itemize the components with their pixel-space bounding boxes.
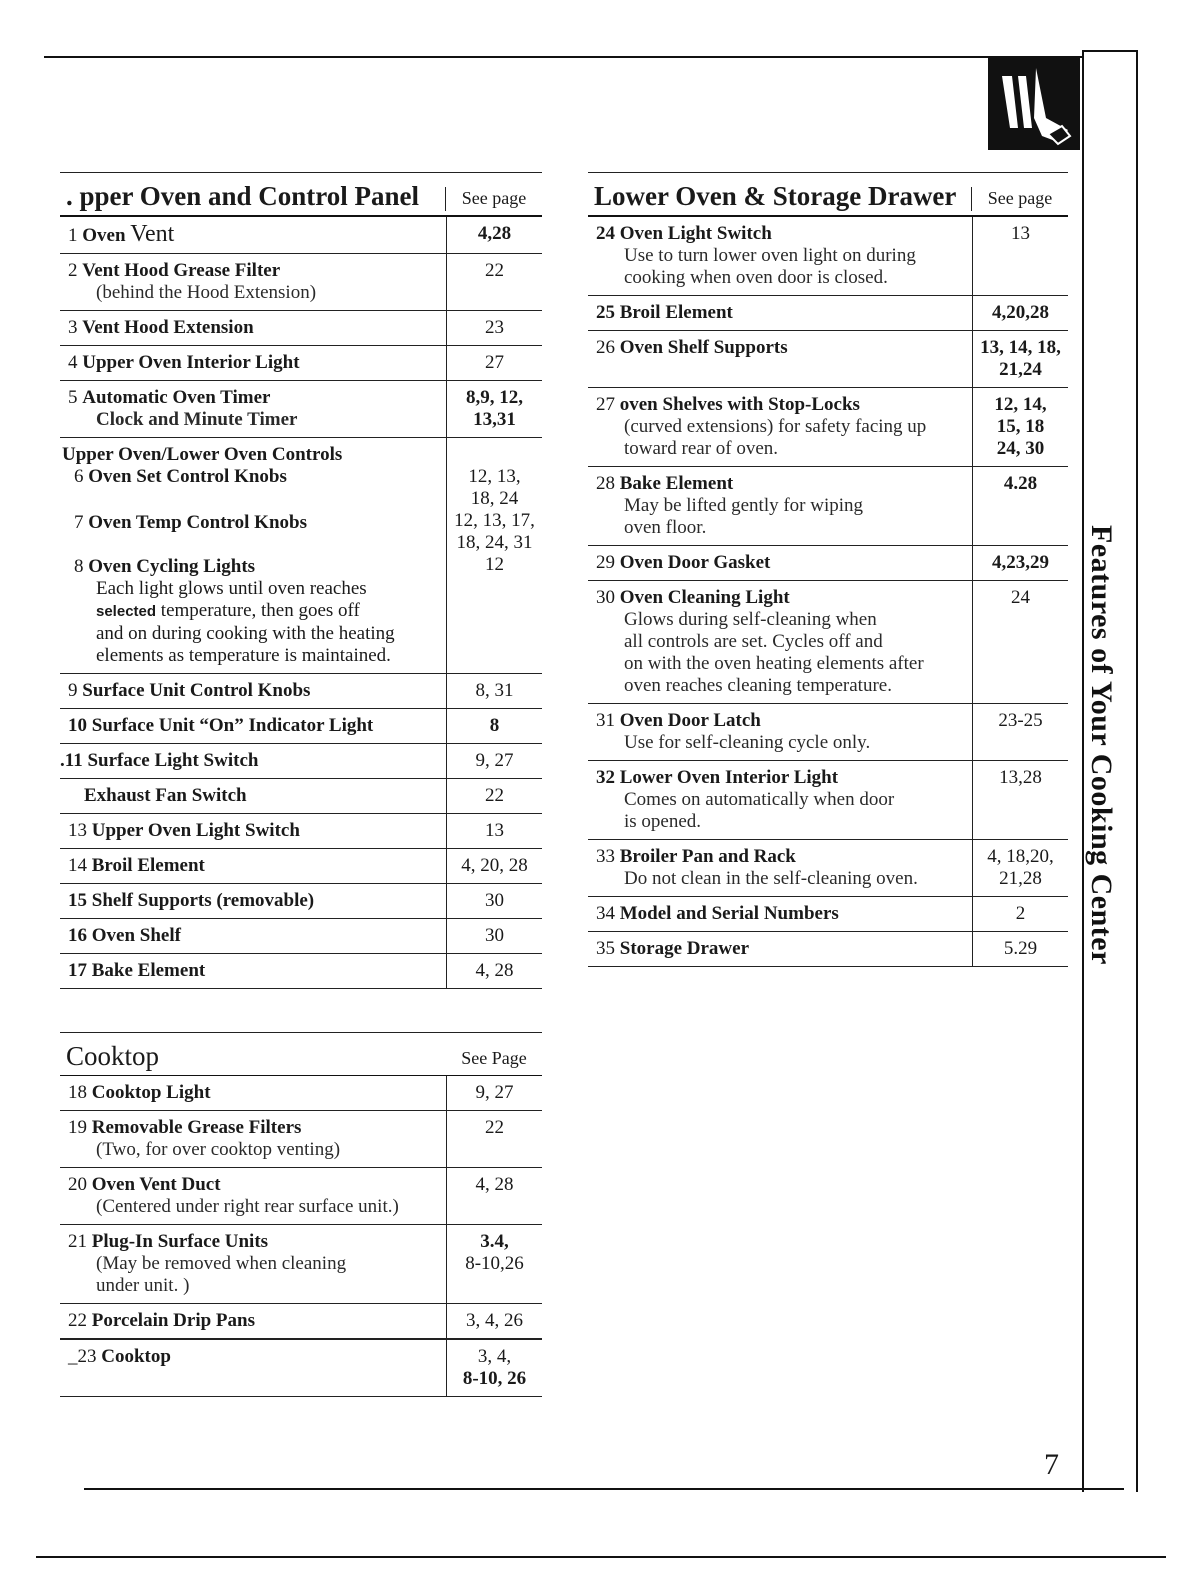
table-row: 2 Vent Hood Grease Filter (behind the Hood Extension) 22	[60, 254, 542, 311]
footer-rule	[84, 1488, 1124, 1490]
cooktop-header	[60, 1032, 542, 1076]
table-row: 35 Storage Drawer 5.29	[588, 932, 1068, 967]
table-row: .11 Surface Light Switch 9, 27	[60, 744, 542, 779]
table-row: 31 Oven Door Latch Use for self-cleaning cycle only. 23-25	[588, 704, 1068, 761]
table-row: 25 Broil Element 4,20,28	[588, 296, 1068, 331]
top-rule	[44, 56, 1084, 58]
lower-oven-header	[588, 172, 1068, 217]
controls-group: Upper Oven/Lower Oven Controls 6 Oven Set Control Knobs 7 Oven Temp Control Knobs 8 Oven Cycling Lights Each light glows until oven reaches selected temperature, then goes off and on during cooking with the heating elements as temperature is maintained. 12, 13, 18, 24 12, 13, 17, 18, 24, 31 12	[60, 438, 542, 674]
cooktop-title: Cooktop	[66, 1041, 160, 1071]
lower-oven-table	[588, 172, 1068, 967]
table-row: 5 Automatic Oven Timer Clock and Minute Timer 8,9, 12, 13,31	[60, 381, 542, 438]
bottom-rule	[36, 1556, 1166, 1558]
table-row: 27 oven Shelves with Stop-Locks (curved extensions) for safety facing up toward rear of oven. 12, 14, 15, 18 24, 30	[588, 388, 1068, 467]
lower-oven-title: Lower Oven & Storage Drawer	[594, 181, 957, 211]
side-title: Features of Your Cooking Center	[1085, 525, 1118, 965]
table-row: 10 Surface Unit “On” Indicator Light 8	[60, 709, 542, 744]
table-row: 19 Removable Grease Filters (Two, for over cooktop venting) 22	[60, 1111, 542, 1168]
page-number: 7	[1044, 1448, 1059, 1481]
table-row: 15 Shelf Supports (removable) 30	[60, 884, 542, 919]
table-row: 1 Oven Vent 4,28	[60, 217, 542, 254]
table-row: 20 Oven Vent Duct (Centered under right rear surface unit.) 4, 28	[60, 1168, 542, 1225]
table-row: 9 Surface Unit Control Knobs 8, 31	[60, 674, 542, 709]
table-row: _23 Cooktop 3, 4, 8-10, 26	[60, 1340, 542, 1397]
table-row: 24 Oven Light Switch Use to turn lower oven light on during cooking when oven door is closed. 13	[588, 217, 1068, 296]
table-row: 32 Lower Oven Interior Light Comes on automatically when door is opened. 13,28	[588, 761, 1068, 840]
table-row: 18 Cooktop Light 9, 27	[60, 1076, 542, 1111]
table-row: 4 Upper Oven Interior Light 27	[60, 346, 542, 381]
table-row: 3 Vent Hood Extension 23	[60, 311, 542, 346]
table-row: 21 Plug-In Surface Units (May be removed when cleaning under unit. ) 3.4, 8-10,26	[60, 1225, 542, 1304]
upper-oven-header	[60, 172, 542, 217]
cooktop-table	[60, 1032, 542, 1397]
hand-icon	[988, 58, 1080, 150]
table-row: 26 Oven Shelf Supports 13, 14, 18, 21,24	[588, 331, 1068, 388]
table-row: 28 Bake Element May be lifted gently for wiping oven floor. 4.28	[588, 467, 1068, 546]
table-row: 22 Porcelain Drip Pans 3, 4, 26	[60, 1304, 542, 1340]
table-row: 34 Model and Serial Numbers 2	[588, 897, 1068, 932]
see-page-label: See page	[971, 187, 1068, 211]
table-row: 14 Broil Element 4, 20, 28	[60, 849, 542, 884]
see-page-label: See Page	[461, 1048, 527, 1068]
table-row: 16 Oven Shelf 30	[60, 919, 542, 954]
upper-oven-title: . pper Oven and Control Panel	[66, 181, 420, 211]
table-row: 30 Oven Cleaning Light Glows during self-cleaning when all controls are set. Cycles off and on with the oven heating elements after oven reaches cleaning temperature. 24	[588, 581, 1068, 704]
table-row: 29 Oven Door Gasket 4,23,29	[588, 546, 1068, 581]
controls-group-heading: Upper Oven/Lower Oven Controls	[62, 444, 343, 465]
table-row: 13 Upper Oven Light Switch 13	[60, 814, 542, 849]
table-row: Exhaust Fan Switch 22	[60, 779, 542, 814]
table-row: 33 Broiler Pan and Rack Do not clean in the self-cleaning oven. 4, 18,20, 21,28	[588, 840, 1068, 897]
table-row: 17 Bake Element 4, 28	[60, 954, 542, 989]
upper-oven-table	[60, 172, 542, 989]
see-page-label: See page	[445, 187, 542, 211]
